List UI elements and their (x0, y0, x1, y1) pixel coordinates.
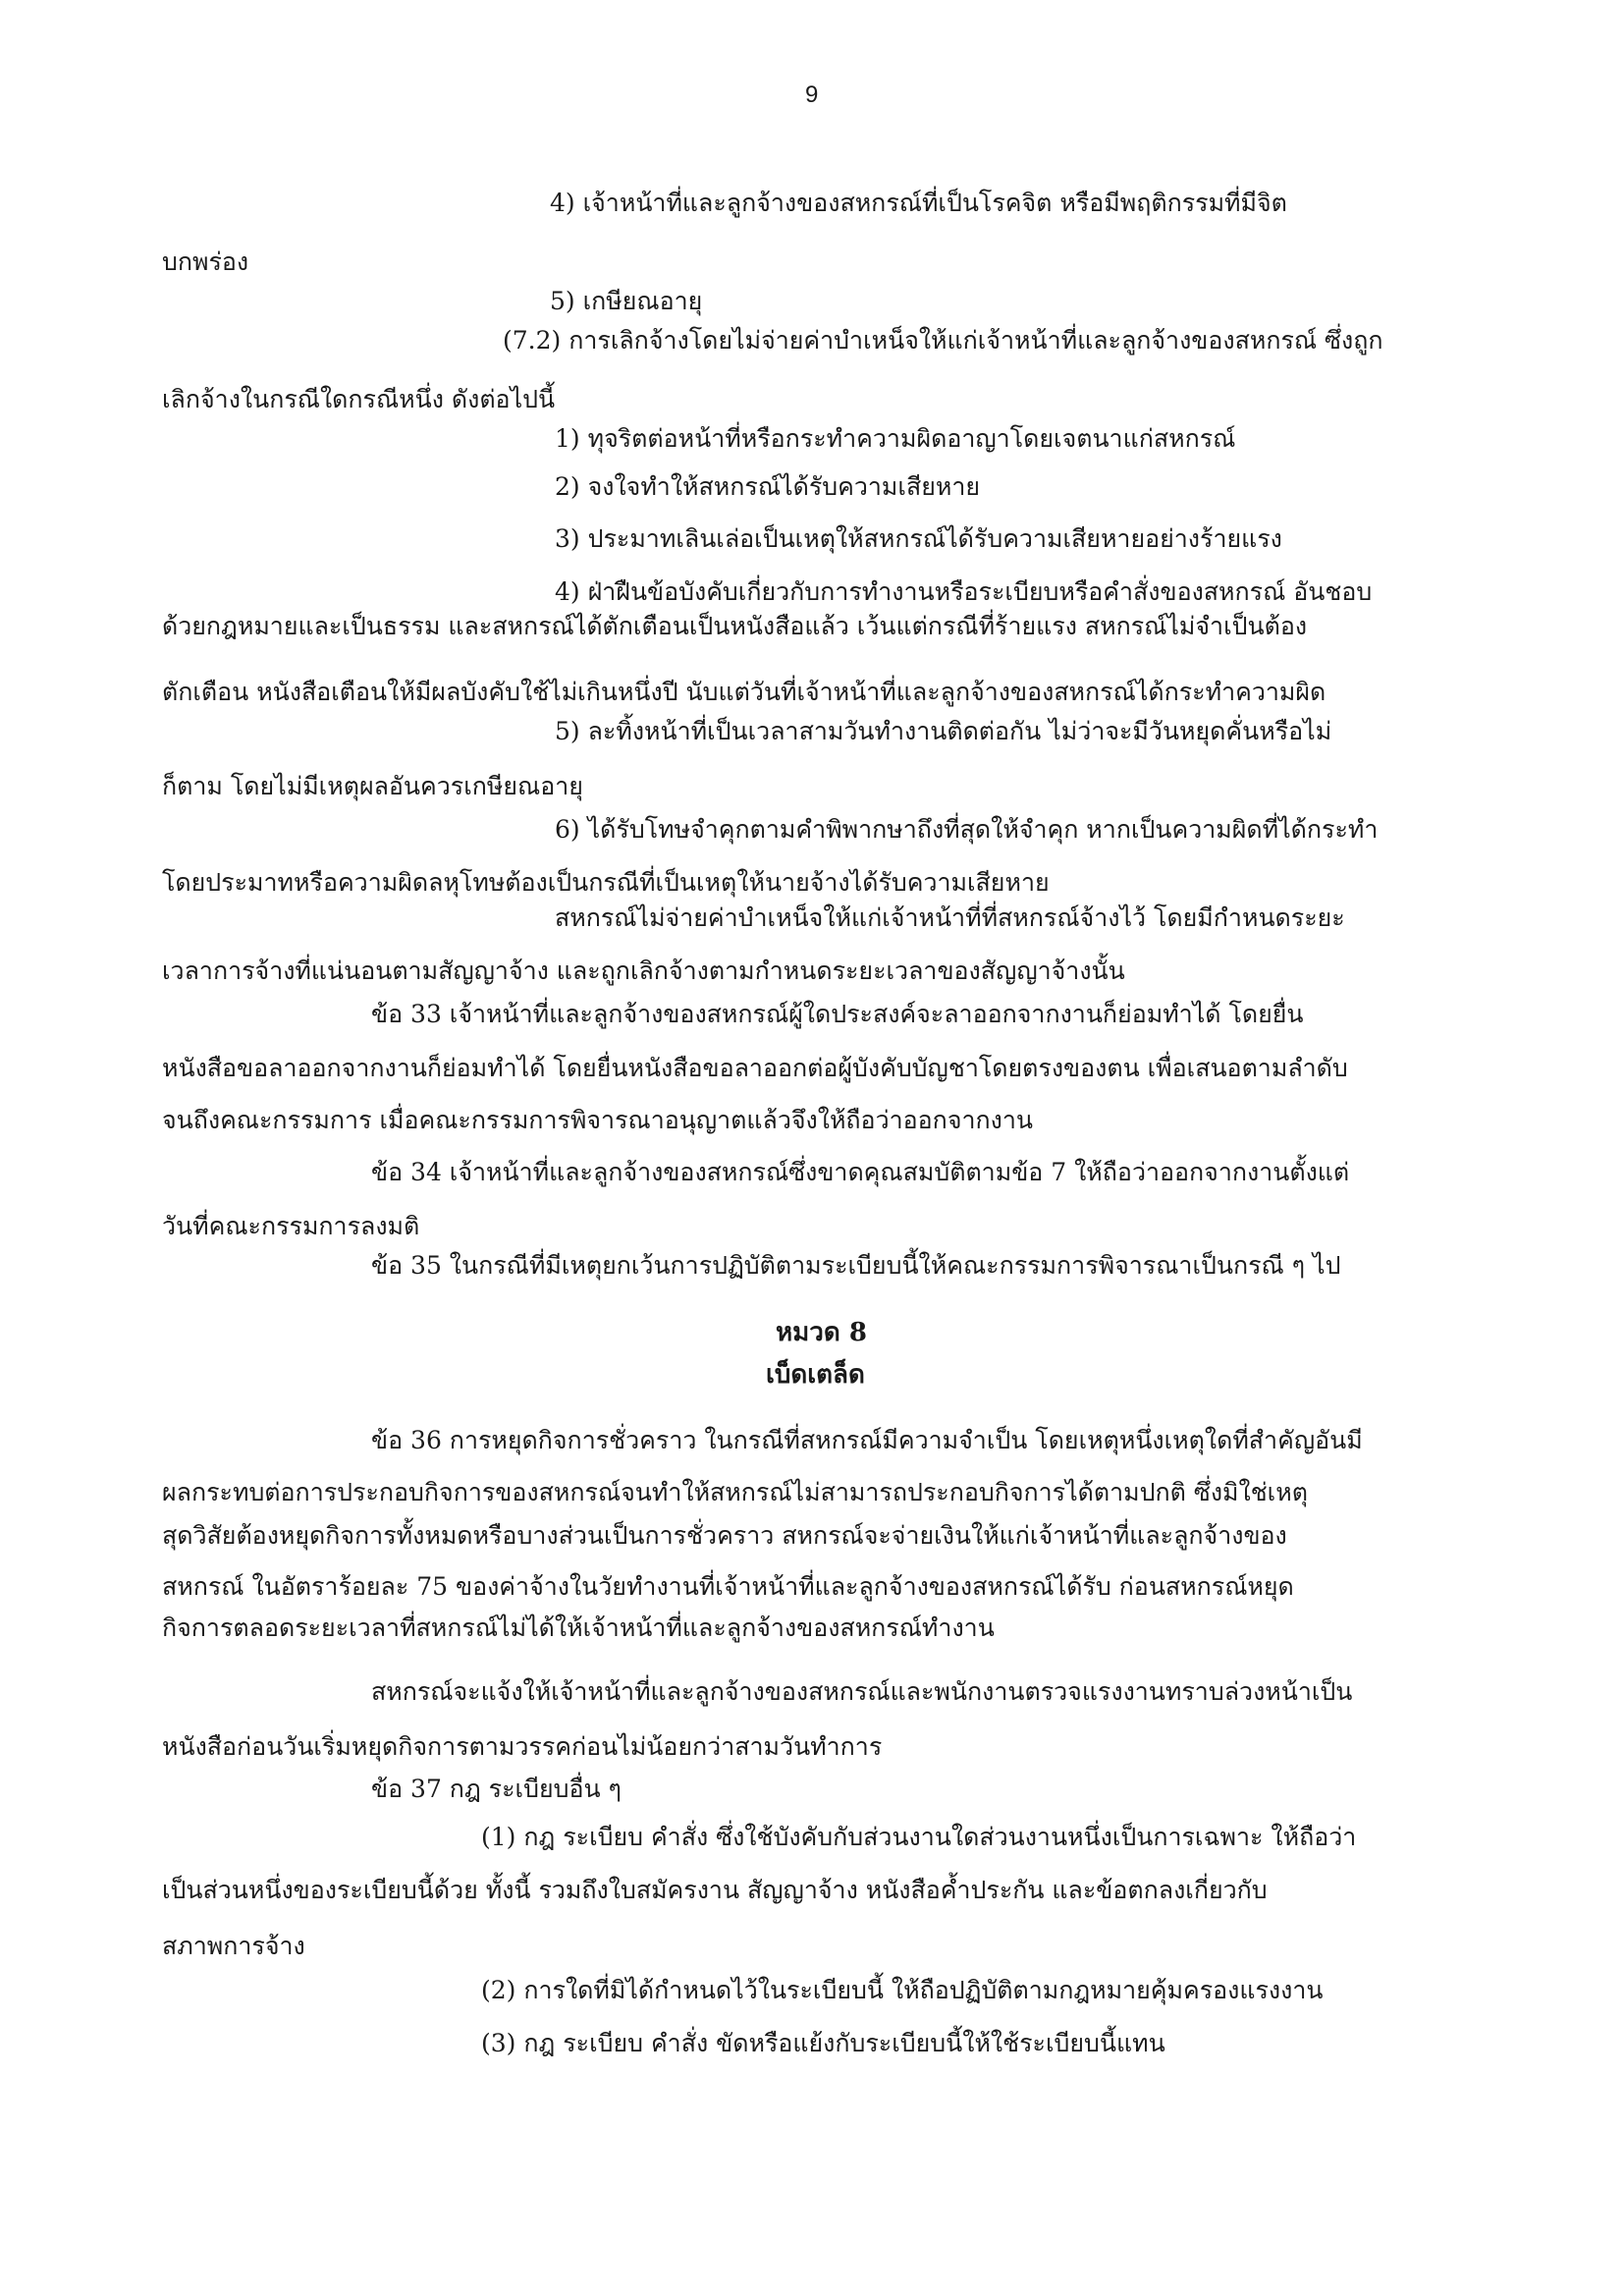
text-line: 5) เกษียณอายุ (550, 287, 703, 315)
text-line: กิจการตลอดระยะเวลาที่สหกรณ์ไม่ได้ให้เจ้าหน้าที่และลูกจ้างของสหกรณ์ทำงาน (162, 1613, 995, 1642)
chapter-title: เบ็ดเตล็ด (766, 1360, 865, 1390)
text-line: บกพร่อง (162, 247, 249, 276)
text-line: 1) ทุจริตต่อหน้าที่หรือกระทำความผิดอาญาโดยเจตนาแก่สหกรณ์ (555, 424, 1236, 453)
chapter-heading: หมวด 8 (776, 1318, 867, 1347)
text-line: สหกรณ์ ในอัตราร้อยละ 75 ของค่าจ้างในวัยทำงานที่เจ้าหน้าที่และลูกจ้างของสหกรณ์ได้รับ ก่อนสหกรณ์หยุด (162, 1572, 1294, 1601)
text-line: (3) กฎ ระเบียบ คำสั่ง ขัดหรือแย้งกับระเบียบนี้ให้ใช้ระเบียบนี้แทน (481, 2029, 1165, 2057)
text-line: ข้อ 34 เจ้าหน้าที่และลูกจ้างของสหกรณ์ซึ่งขาดคุณสมบัติตามข้อ 7 ให้ถือว่าออกจากงานตั้งแต่ (371, 1158, 1350, 1186)
text-line: 2) จงใจทำให้สหกรณ์ได้รับความเสียหาย (555, 472, 981, 501)
text-line: สหกรณ์จะแจ้งให้เจ้าหน้าที่และลูกจ้างของสหกรณ์และพนักงานตรวจแรงงานทราบล่วงหน้าเป็น (371, 1677, 1353, 1706)
text-line: (2) การใดที่มิได้กำหนดไว้ในระเบียบนี้ ให้ถือปฏิบัติตามกฎหมายคุ้มครองแรงงาน (481, 1976, 1324, 2004)
text-line: ข้อ 37 กฎ ระเบียบอื่น ๆ (371, 1775, 622, 1803)
text-line: วันที่คณะกรรมการลงมติ (162, 1212, 420, 1240)
text-line: จนถึงคณะกรรมการ เมื่อคณะกรรมการพิจารณาอนุญาตแล้วจึงให้ถือว่าออกจากงาน (162, 1106, 1033, 1134)
text-line: 4) เจ้าหน้าที่และลูกจ้างของสหกรณ์ที่เป็นโรคจิต หรือมีพฤติกรรมที่มีจิต (550, 189, 1287, 217)
text-line: โดยประมาทหรือความผิดลหุโทษต้องเป็นกรณีที่เป็นเหตุให้นายจ้างได้รับความเสียหาย (162, 868, 1050, 897)
text-line: ตักเตือน หนังสือเตือนให้มีผลบังคับใช้ไม่เกินหนึ่งปี นับแต่วันที่เจ้าหน้าที่และลูกจ้างของสหกรณ์ได้กระทำความผิด (162, 678, 1326, 706)
text-line: หนังสือก่อนวันเริ่มหยุดกิจการตามวรรคก่อนไม่น้อยกว่าสามวันทำการ (162, 1732, 883, 1761)
text-line: ข้อ 33 เจ้าหน้าที่และลูกจ้างของสหกรณ์ผู้ใดประสงค์จะลาออกจากงานก็ย่อมทำได้ โดยยื่น (371, 1000, 1304, 1028)
text-line: หนังสือขอลาออกจากงานก็ย่อมทำได้ โดยยื่นหนังสือขอลาออกต่อผู้บังคับบัญชาโดยตรงของตน เพื่อเสนอตามลำดับ (162, 1054, 1348, 1082)
page-number: 9 (805, 82, 819, 108)
text-line: 6) ได้รับโทษจำคุกตามคำพิพากษาถึงที่สุดให้จำคุก หากเป็นความผิดที่ได้กระทำ (555, 815, 1379, 844)
text-line: 3) ประมาทเลินเล่อเป็นเหตุให้สหกรณ์ได้รับความเสียหายอย่างร้ายแรง (555, 524, 1282, 553)
text-line: 4) ฝ่าฝืนข้อบังคับเกี่ยวกับการทำงานหรือระเบียบหรือคำสั่งของสหกรณ์ อันชอบ (555, 577, 1373, 606)
text-line: เป็นส่วนหนึ่งของระเบียบนี้ด้วย ทั้งนี้ รวมถึงใบสมัครงาน สัญญาจ้าง หนังสือค้ำประกัน และข้อตกลงเกี่ยวกับ (162, 1876, 1268, 1904)
text-line: สภาพการจ้าง (162, 1932, 305, 1960)
text-line: ก็ตาม โดยไม่มีเหตุผลอันควรเกษียณอายุ (162, 772, 583, 800)
text-line: (7.2) การเลิกจ้างโดยไม่จ่ายค่าบำเหน็จให้แก่เจ้าหน้าที่และลูกจ้างของสหกรณ์ ซึ่งถูก (503, 326, 1383, 355)
text-line: เลิกจ้างในกรณีใดกรณีหนึ่ง ดังต่อไปนี้ (162, 385, 556, 413)
text-line: ผลกระทบต่อการประกอบกิจการของสหกรณ์จนทำให้สหกรณ์ไม่สามารถประกอบกิจการได้ตามปกติ ซึ่งมิใช่เหตุ (162, 1478, 1308, 1506)
text-line: ข้อ 35 ในกรณีที่มีเหตุยกเว้นการปฏิบัติตามระเบียบนี้ให้คณะกรรมการพิจารณาเป็นกรณี ๆ ไป (371, 1251, 1341, 1280)
text-line: (1) กฎ ระเบียบ คำสั่ง ซึ่งใช้บังคับกับส่วนงานใดส่วนงานหนึ่งเป็นการเฉพาะ ให้ถือว่า (481, 1823, 1357, 1851)
text-line: สหกรณ์ไม่จ่ายค่าบำเหน็จให้แก่เจ้าหน้าที่ที่สหกรณ์จ้างไว้ โดยมีกำหนดระยะ (555, 903, 1345, 932)
text-line: สุดวิสัยต้องหยุดกิจการทั้งหมดหรือบางส่วนเป็นการชั่วคราว สหกรณ์จะจ่ายเงินให้แก่เจ้าหน้าที่และลูกจ้างของ (162, 1521, 1287, 1550)
text-line: 5) ละทิ้งหน้าที่เป็นเวลาสามวันทำงานติดต่อกัน ไม่ว่าจะมีวันหยุดคั่นหรือไม่ (555, 717, 1332, 745)
text-line: ข้อ 36 การหยุดกิจการชั่วคราว ในกรณีที่สหกรณ์มีความจำเป็น โดยเหตุหนึ่งเหตุใดที่สำคัญอันมี (371, 1426, 1363, 1454)
text-line: เวลาการจ้างที่แน่นอนตามสัญญาจ้าง และถูกเลิกจ้างตามกำหนดระยะเวลาของสัญญาจ้างนั้น (162, 957, 1125, 985)
text-line: ด้วยกฎหมายและเป็นธรรม และสหกรณ์ได้ตักเตือนเป็นหนังสือแล้ว เว้นแต่กรณีที่ร้ายแรง สหกรณ์ไม่จำเป็นต้อง (162, 612, 1308, 640)
